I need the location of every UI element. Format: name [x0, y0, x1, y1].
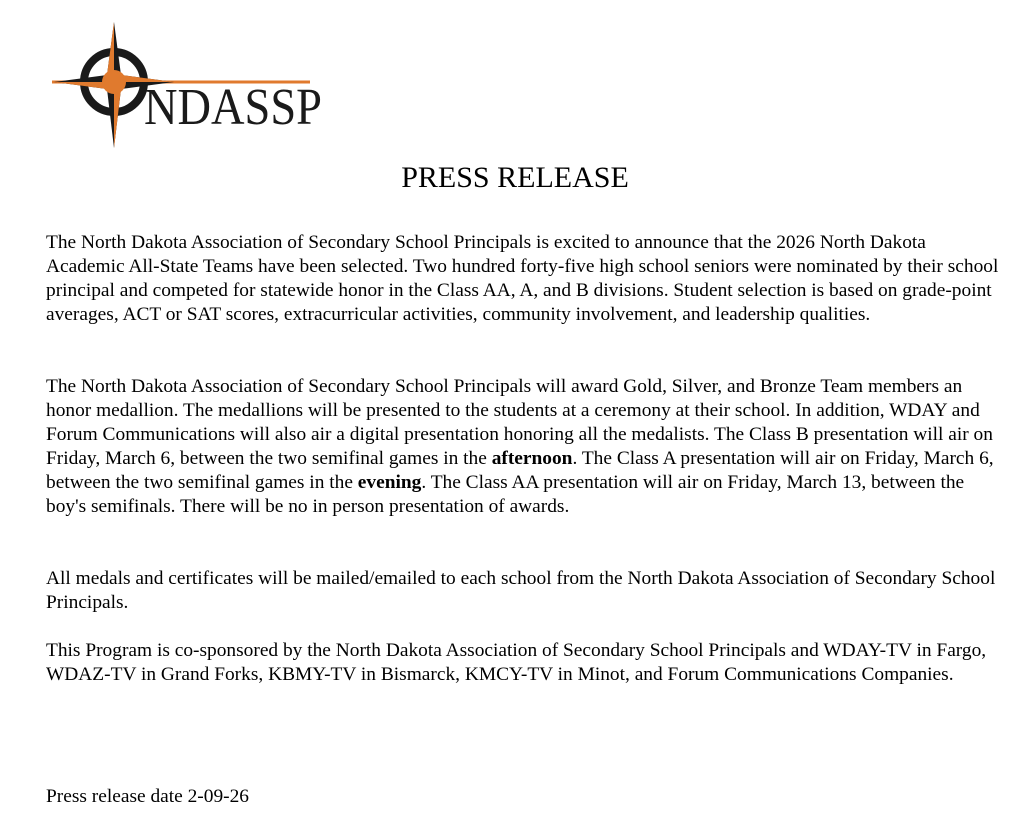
- ndassp-logo: [48, 20, 338, 150]
- paragraph-medallions-text-3: . The Class AA presentation will air on Friday, March 13, between the boy's semifinals. There will be no in person presentation of awards.: [46, 472, 965, 517]
- paragraph-medallions-text-1: The North Dakota Association of Secondary School Principals will award Gold, Silver, and Bronze Team members an honor medallion. The medallions will be presented to the students at a ceremony at their school. In addition, WDAY and Forum Communications will also air a digital presentation honoring all the medalists. The Class B presentation will air on Friday, March 6, between the two semifinal games in the: [46, 376, 993, 469]
- paragraph-medallions-text-2: . The Class A presentation will air on Friday, March 6, between the two semifinal games in the: [46, 448, 994, 493]
- paragraph-announcement: The North Dakota Association of Secondary School Principals is excited to announce that the 2026 North Dakota Academic All-State Teams have been selected. Two hundred forty-five high school seniors were nominated by their school principal and competed for statewide honor in the Class AA, A, and B divisions. Student selection is based on grade-point averages, ACT or SAT scores, extracurricular activities, community involvement, and leadership qualities.: [46, 232, 999, 325]
- paragraph-mailing: All medals and certificates will be mailed/emailed to each school from the North Dakota Association of Secondary School Principals.: [46, 568, 996, 613]
- release-date: Press release date 2-09-26: [46, 786, 249, 807]
- page-title: PRESS RELEASE: [401, 161, 629, 194]
- paragraph-medallions: [46, 375, 1006, 519]
- paragraph-sponsors: This Program is co-sponsored by the North Dakota Association of Secondary School Principals and WDAY-TV in Fargo, WDAZ-TV in Grand Forks, KBMY-TV in Bismarck, KMCY-TV in Minot, and Forum Communications Companies.: [46, 640, 987, 685]
- compass-star-icon: [48, 20, 338, 150]
- logo-wordmark: NDASSP: [144, 79, 322, 136]
- paragraph-medallions-bold-evening: evening: [357, 472, 422, 493]
- paragraph-medallions-bold-afternoon: afternoon: [491, 448, 573, 469]
